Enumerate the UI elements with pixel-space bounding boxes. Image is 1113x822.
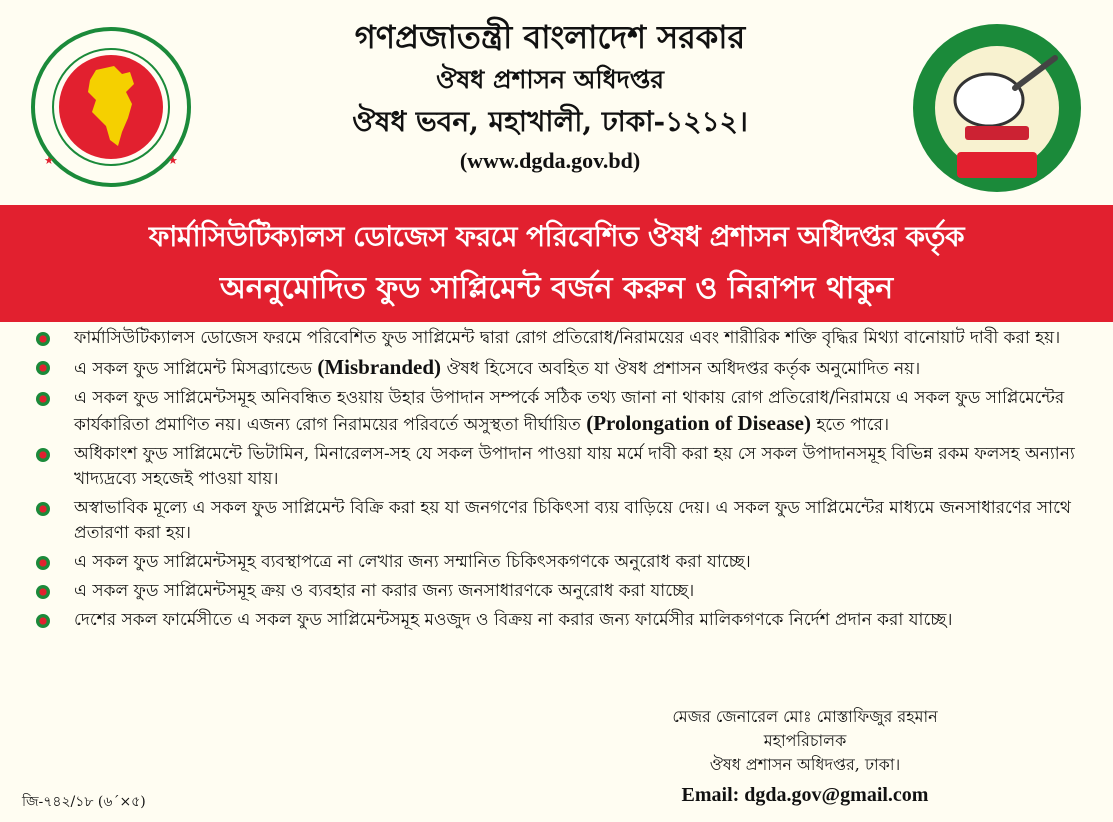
list-item-text: এ সকল ফুড সাপ্লিমেন্ট মিসব্র্যান্ডেড (74, 359, 312, 379)
list-item-text: অস্বাভাবিক মূল্যে এ সকল ফুড সাপ্লিমেন্ট বিক্রি করা হয় যা জনগণের চিকিৎসা ব্যয় বাড়িয়ে দেয়। এ সকল ফুড সাপ্লিমেন্টের মাধ্যমে জনসাধারণের সাথে প্রতারণা করা হয়। (74, 498, 1071, 543)
list-item-english-term: (Prolongation of Disease) (586, 411, 811, 435)
list-item (28, 496, 1088, 546)
list-item (28, 326, 1088, 351)
bullet-icon (36, 502, 50, 516)
government-title: গণপ্রজাতন্ত্রী বাংলাদেশ সরকার (354, 18, 746, 56)
list-item-text: দেশের সকল ফার্মেসীতে এ সকল ফুড সাপ্লিমেন্টসমূহ মওজুদ ও বিক্রয় না করার জন্য ফার্মেসীর মালিকগণকে নির্দেশ প্রদান করা যাচ্ছে। (74, 610, 953, 630)
government-seal (26, 22, 196, 192)
bullet-icon (36, 361, 50, 375)
dgda-seal (905, 18, 1090, 198)
office-address: ঔষধ ভবন, মহাখালী, ঢাকা-১২১২। (352, 105, 748, 138)
website-link[interactable]: (www.dgda.gov.bd) (459, 148, 641, 173)
signature-block (640, 705, 970, 807)
list-item-text: এ সকল ফুড সাপ্লিমেন্টসমূহ অনিবন্ধিত হওয়ায় উহার উপাদান সম্পর্কে সঠিক তথ্য জানা না থাকায় রোগ প্রতিরোধ/নিরাময়ে এ সকল ফুড সাপ্লিমেন্টের কার্যকারিতা প্রমাণিত নয়। এজন্য রোগ নিরাময়ের পরিবর্তে অসুস্থতা দীর্ঘায়িত (74, 388, 1065, 435)
list-item (28, 608, 1088, 633)
bullet-icon (36, 448, 50, 462)
headline-banner (0, 205, 1113, 322)
header-text-block (200, 14, 900, 178)
bullet-icon (36, 585, 50, 599)
bullet-icon (36, 392, 50, 406)
bullet-icon (36, 556, 50, 570)
list-item-english-term: (Misbranded) (317, 355, 442, 379)
list-item (28, 355, 1088, 382)
signatory-office: ঔষধ প্রশাসন অধিদপ্তর, ঢাকা। (709, 755, 901, 774)
bullet-list (28, 326, 1088, 637)
list-item-text: এ সকল ফুড সাপ্লিমেন্টসমূহ ব্যবস্থাপত্রে না লেখার জন্য সম্মানিত চিকিৎসকগণকে অনুরোধ করা যাচ্ছে। (74, 552, 751, 572)
headline-line-1: ফার্মাসিউটিক্যালস ডোজেস ফরমে পরিবেশিত ঔষধ প্রশাসন অধিদপ্তর কর্তৃক (148, 220, 965, 253)
list-item (28, 386, 1088, 438)
list-item (28, 579, 1088, 604)
header (0, 0, 1113, 205)
signatory-name: মেজর জেনারেল মোঃ মোস্তাফিজুর রহমান (672, 707, 938, 726)
contact-email[interactable]: Email: dgda.gov@gmail.com (681, 784, 929, 806)
headline-line-2: অননুমোদিত ফুড সাপ্লিমেন্ট বর্জন করুন ও নিরাপদ থাকুন (219, 271, 894, 306)
bullet-icon (36, 614, 50, 628)
list-item-text: এ সকল ফুড সাপ্লিমেন্টসমূহ ক্রয় ও ব্যবহার না করার জন্য জনসাধারণকে অনুরোধ করা যাচ্ছে। (74, 581, 695, 601)
signatory-designation: মহাপরিচালক (763, 731, 847, 750)
list-item-text: হতে পারে। (816, 415, 890, 435)
list-item-text: অধিকাংশ ফুড সাপ্লিমেন্টে ভিটামিন, মিনারেলস-সহ যে সকল উপাদান পাওয়া যায় মর্মে দাবী করা হয় সে সকল উপাদানসমূহ বিভিন্ন রকম ফলসহ অন্যান্য খাদ্যদ্রব্যে সহজেই পাওয়া যায়। (74, 444, 1075, 489)
reference-number: জি-৭৪২/১৮ (৬´×৫) (22, 794, 146, 810)
svg-text:★: ★ (168, 154, 178, 167)
list-item (28, 550, 1088, 575)
list-item-text: ফার্মাসিউটিক্যালস ডোজেস ফরমে পরিবেশিত ফুড সাপ্লিমেন্ট দ্বারা রোগ প্রতিরোধ/নিরাময়ের এবং শারীরিক শক্তি বৃদ্ধির মিথ্যা বানোয়াট দাবী করা হয়। (74, 328, 1061, 348)
bullet-icon (36, 332, 50, 346)
department-name: ঔষধ প্রশাসন অধিদপ্তর (435, 65, 665, 94)
svg-text:★: ★ (44, 154, 54, 167)
list-item (28, 442, 1088, 492)
list-item-text: ঔষধ হিসেবে অবহিত যা ঔষধ প্রশাসন অধিদপ্তর কর্তৃক অনুমোদিত নয়। (446, 359, 921, 379)
